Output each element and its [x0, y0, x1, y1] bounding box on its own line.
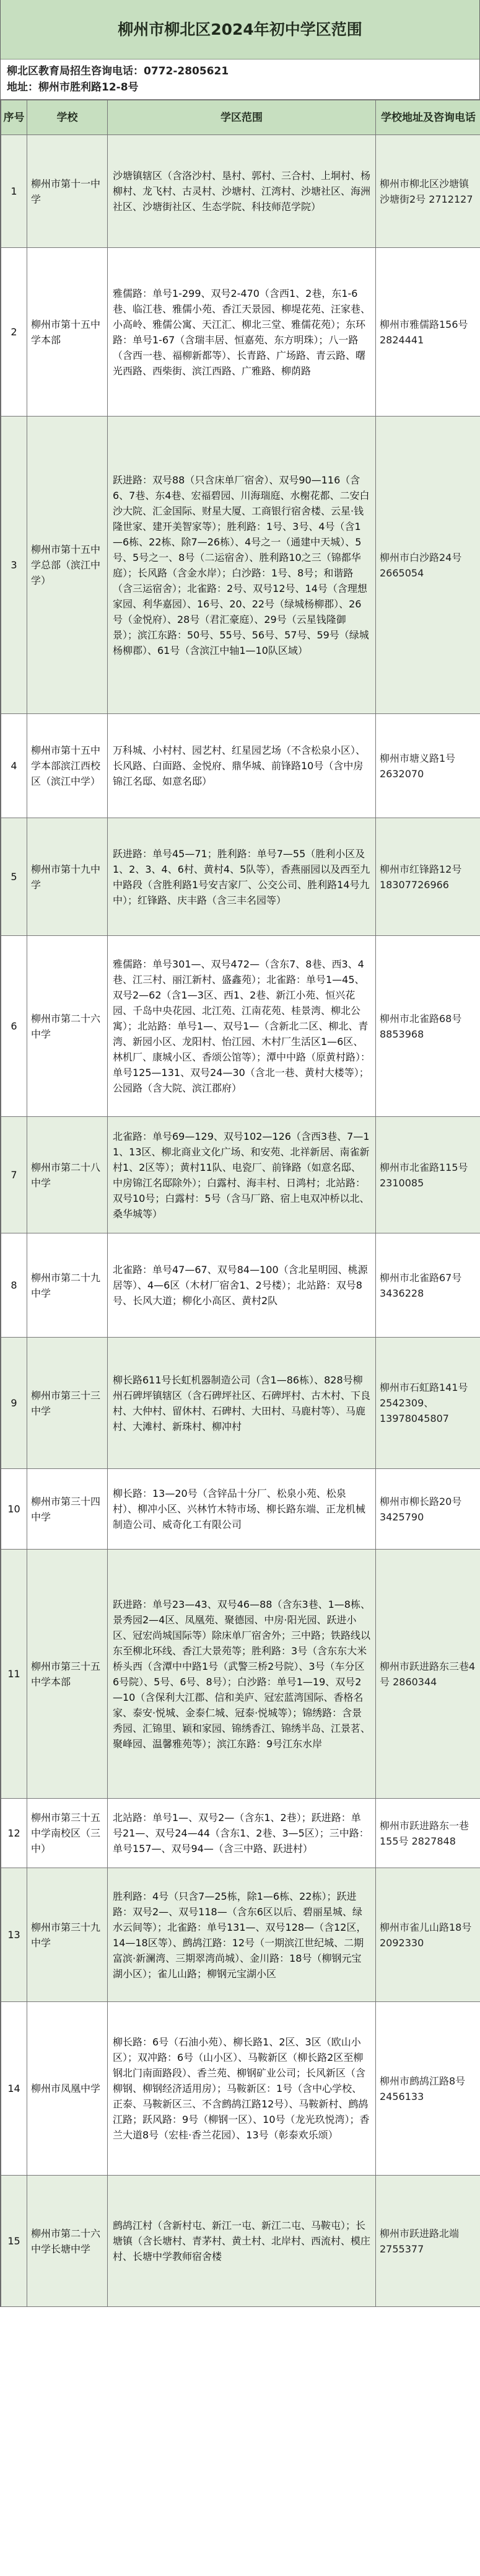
table-row — [1, 714, 480, 818]
row-address: 柳州市跃进路北端 2755377 — [376, 2176, 480, 2307]
row-range: 鹧鸪江村（含新村屯、新江一屯、新江二屯、马鞍屯）；长塘镇（含长塘村、青茅村、黄土村、北岸村、西流村、模庄村、长塘中学教师宿舍楼 — [108, 2176, 376, 2307]
row-school: 柳州市第三十三中学 — [27, 1338, 108, 1469]
row-school: 柳州市第二十六中学 — [27, 936, 108, 1117]
row-school: 柳州市第二十八中学 — [27, 1117, 108, 1233]
row-number: 4 — [1, 714, 27, 818]
table-row — [1, 1868, 480, 2002]
row-address: 柳州市跃进路东三巷4号 2860344 — [376, 1550, 480, 1799]
row-school: 柳州市第十五中学本部 — [27, 248, 108, 417]
row-school: 柳州市第十九中学 — [27, 818, 108, 936]
header-addr: 学校地址及咨询电话 — [376, 100, 480, 135]
row-range: 雅儒路：单号301—、双号472—（含东7、8巷、西3、4巷、江三村、丽江新村、盛鑫苑）；北雀路：单号1—45、双号2—62（含1—3区、西1、2巷、新江小苑、恒兴花园、千岛中央花园、北江苑、江南花苑、桂景湾、柳北公寓）；北站路：单号1—、双号1—（含新北二区、柳北、青湾、新园小区、龙阳村、怡江园、木村厂生活区1—6区、林机厂、康城小区、香颂公馆等）；潭中中路（原黄村路）：单号125—131、双号24—30（含北一巷、黄村大楼等）；公园路（含大院、滨江郡府） — [108, 936, 376, 1117]
row-address: 柳州市石虹路141号 2542309、13978045807 — [376, 1338, 480, 1469]
table-row — [1, 2002, 480, 2176]
table-row — [1, 936, 480, 1117]
bureau-address: 地址：柳州市胜利路12-8号 — [7, 81, 139, 94]
table-row — [1, 818, 480, 936]
table-row — [1, 1338, 480, 1469]
table-row — [1, 1469, 480, 1550]
row-address: 柳州市跃进路东一巷155号 2827848 — [376, 1799, 480, 1868]
row-range: 北雀路：单号47—67、双号84—100（含北星明园、桃源居等）、4—6区（木材厂宿舍1、2号楼）；北站路：双号8号、长风大道；柳化小高区、黄村2队 — [108, 1233, 376, 1338]
row-address: 柳州市雅儒路156号 2824441 — [376, 248, 480, 417]
district-table — [1, 100, 480, 2307]
row-school: 柳州市第三十五中学本部 — [27, 1550, 108, 1799]
row-number: 13 — [1, 1868, 27, 2002]
row-address: 柳州市塘义路1号 2632070 — [376, 714, 480, 818]
table-row — [1, 1799, 480, 1868]
row-range: 柳长路611号长虹机器制造公司（含1—86栋）、828号柳州石碑坪镇辖区（含石碑坪社区、石碑坪村、古木村、下良村、大仲村、留休村、石碑村、大田村、马鹿村等）、马鹿村、大滩村、新珠村、柳冲村 — [108, 1338, 376, 1469]
row-school: 柳州市第三十四中学 — [27, 1469, 108, 1550]
row-number: 5 — [1, 818, 27, 936]
row-number: 3 — [1, 417, 27, 714]
table-row — [1, 1117, 480, 1233]
table-row — [1, 1233, 480, 1338]
header-no: 序号 — [1, 100, 27, 135]
row-school: 柳州市第三十九中学 — [27, 1868, 108, 2002]
table-row — [1, 1550, 480, 1799]
table-row — [1, 2176, 480, 2307]
row-range: 跃进路：双号88（只含床单厂宿舍）、双号90—116（含6、7巷、东4巷、宏福碧园、川海瑞庭、水榭花都、二安白沙大院、汇金国际、财星大厦、工商银行宿舍楼、云星·钱隆世家、建开美智家等）；胜利路：1号、3号、4号（含1—6栋、22栋、除7—26栋）、4号之一（通建中天城）、5号、5号之一、8号（二运宿舍）、胜利路10之三（锦都华庭）；长风路（含金水岸）；白沙路：1号、8号；和谐路（含三运宿舍）；北雀路：2号、双号12号、14号（含理想家园、利华嘉园）、16号、20、22号（绿城杨柳郡）、26号（金悦府）、28号（君汇豪庭）、29号（云星钱隆御景）；滨江东路：50号、55号、56号、57号、59号（绿城杨柳郡）、61号（含滨江中轴1—10队区域） — [108, 417, 376, 714]
row-range: 北雀路：单号69—129、双号102—126（含西3巷、7—11、13区、柳北商业文化广场、和安苑、北祥新居、南雀新村1、2区等）；黄村11队、电瓷厂、前锋路（如意名邸、中房锦江名邸除外）；白露村、海丰村、日鸿村；北站路：双号10号；白露村：5号（含马厂路、宿上电双冲桥以北、桑华城等） — [108, 1117, 376, 1233]
row-range: 雅儒路：单号1-299、双号2-470（含西1、2巷，东1-6巷、临江巷、雅儒小苑、香江天景园、柳堤花苑、汪家巷、小高岭、雅儒公寓、天江汇、柳北三堂、雅儒花苑）；东环路：单号1-67（含瑞丰居、恒嘉苑、东方明珠）；八一路（含西一巷、福柳新都等）、长青路、广场路、青云路、曙光西路、西柴街、滨江西路、广雅路、柳荫路 — [108, 248, 376, 417]
row-school: 柳州市第二十六中学长塘中学 — [27, 2176, 108, 2307]
row-range: 沙塘镇辖区（含洛沙村、垦村、郭村、三合村、上垌村、杨柳村、龙飞村、古灵村、沙塘村、江湾村、沙塘社区、海洲社区、沙塘街社区、生态学院、科技师范学院） — [108, 135, 376, 248]
info-block — [1, 60, 479, 100]
row-school: 柳州市凤凰中学 — [27, 2002, 108, 2176]
consult-phone: 柳北区教育局招生咨询电话：0772-2805621 — [7, 65, 229, 77]
row-range: 柳长路：13—20号（含锌品十分厂、松泉小苑、松泉村）、柳冲小区、兴林竹木特市场、柳长路东端、正龙机械制造公司、威奇化工有限公司 — [108, 1469, 376, 1550]
row-school: 柳州市第三十五中学南校区（三中） — [27, 1799, 108, 1868]
row-address: 柳州市红锋路12号 18307726966 — [376, 818, 480, 936]
row-address: 柳州市北雀路115号 2310085 — [376, 1117, 480, 1233]
row-number: 9 — [1, 1338, 27, 1469]
page-title: 柳州市柳北区2024年初中学区范围 — [1, 0, 479, 60]
table-row — [1, 135, 480, 248]
row-number: 2 — [1, 248, 27, 417]
row-school: 柳州市第十一中学 — [27, 135, 108, 248]
row-range: 胜利路：4号（只含7—25栋，除1—6栋、22栋）；跃进路：双号2—、双号118—（含东6区以后、碧丽星城、绿水云间等）；北雀路：单号131—、双号128—（含12区，14—18区等）、鹧鸪江路：12号（一期滨江世纪城、二期富滨·新澜湾、三期翠湾尚城）、金川路：18号（柳钢元宝湖小区）；雀儿山路；柳钢元宝湖小区 — [108, 1868, 376, 2002]
header-school: 学校 — [27, 100, 108, 135]
row-range: 柳长路：6号（石油小苑）、柳长路1、2区、3区（欧山小区）；双冲路：6号（山小区）、马鞍新区（柳长路2区至柳钢北门南面路段）、香兰苑、柳钢矿业公司；长风新区（含柳钢、柳钢经济适用房）；马鞍新区：1号（含中心学校、正泰、马鞍新区三、不含鹧鸪江路12号）、马鞍新村、鹧鸪江路；跃风路：9号（柳钢一区）、10号（龙光玖悦湾）；香兰大道8号（宏桂·香兰花园）、13号（彰泰欢乐颂） — [108, 2002, 376, 2176]
row-number: 1 — [1, 135, 27, 248]
row-address: 柳州市雀儿山路18号 2092330 — [376, 1868, 480, 2002]
row-address: 柳州市柳北区沙塘镇沙塘街2号 2712127 — [376, 135, 480, 248]
row-number: 15 — [1, 2176, 27, 2307]
row-address: 柳州市北雀路67号 3436228 — [376, 1233, 480, 1338]
row-number: 7 — [1, 1117, 27, 1233]
row-number: 6 — [1, 936, 27, 1117]
row-address: 柳州市鹧鸪江路8号 2456133 — [376, 2002, 480, 2176]
row-number: 14 — [1, 2002, 27, 2176]
header-range: 学区范围 — [108, 100, 376, 135]
row-range: 跃进路：单号45—71；胜利路：单号7—55（胜利小区及1、2、3、4、6村、黄村4、5队等），香燕丽园以及西至九中路段（含胜利路1号安吉家厂、公交公司、胜利路14号九中）；红锋路、庆丰路（含三丰名园等） — [108, 818, 376, 936]
table-row — [1, 417, 480, 714]
table-body — [1, 135, 480, 2307]
row-number: 8 — [1, 1233, 27, 1338]
row-range: 北站路：单号1—、双号2—（含东1、2巷）；跃进路：单号21—、双号24—44（含东1、2巷、3—5区）；三中路：单号157—、双号94—（含三中路、跃进村） — [108, 1799, 376, 1868]
row-school: 柳州市第十五中学本部滨江西校区（滨江中学） — [27, 714, 108, 818]
row-address: 柳州市白沙路24号 2665054 — [376, 417, 480, 714]
row-address: 柳州市柳长路20号 3425790 — [376, 1469, 480, 1550]
row-number: 11 — [1, 1550, 27, 1799]
row-number: 10 — [1, 1469, 27, 1550]
row-school: 柳州市第十五中学总部（滨江中学） — [27, 417, 108, 714]
row-range: 万科城、小村村、园艺村、红星园艺场（不含松泉小区）、长风路、白面路、金悦府、鼎华城、前锋路10号（含中房锦江名邸、如意名邸） — [108, 714, 376, 818]
row-school: 柳州市第二十九中学 — [27, 1233, 108, 1338]
row-range: 跃进路：单号23—43、双号46—88（含东3巷、1—8栋、景秀园2—4区、凤凰苑、聚德园、中房·阳光园、跃进小区、冠宏尚城国际等）除床单厂宿舍外；三中路；铁路线以东至柳北环线、香江大景苑等；胜利路：3号（含东东大米桥头西（含潭中中路1号（武警三桥2号院）、3号（车分区6号院）、5号、6号、8号）；白沙路：单号1—19、双号2—10（含保利大江郡、信和美庐、冠宏蓝湾国际、香格名家、泰安·悦城、金泰仁城、冠泰·悦城等）；锦绣路：含景秀园、汇锦里、颖和家园、锦绣香江、锦绣半岛、江景茗、聚峰园、温馨雅苑等）；滨江东路：9号江东水岸 — [108, 1550, 376, 1799]
table-row — [1, 248, 480, 417]
table-header-row — [1, 100, 480, 135]
row-address: 柳州市北雀路68号 8853968 — [376, 936, 480, 1117]
row-number: 12 — [1, 1799, 27, 1868]
